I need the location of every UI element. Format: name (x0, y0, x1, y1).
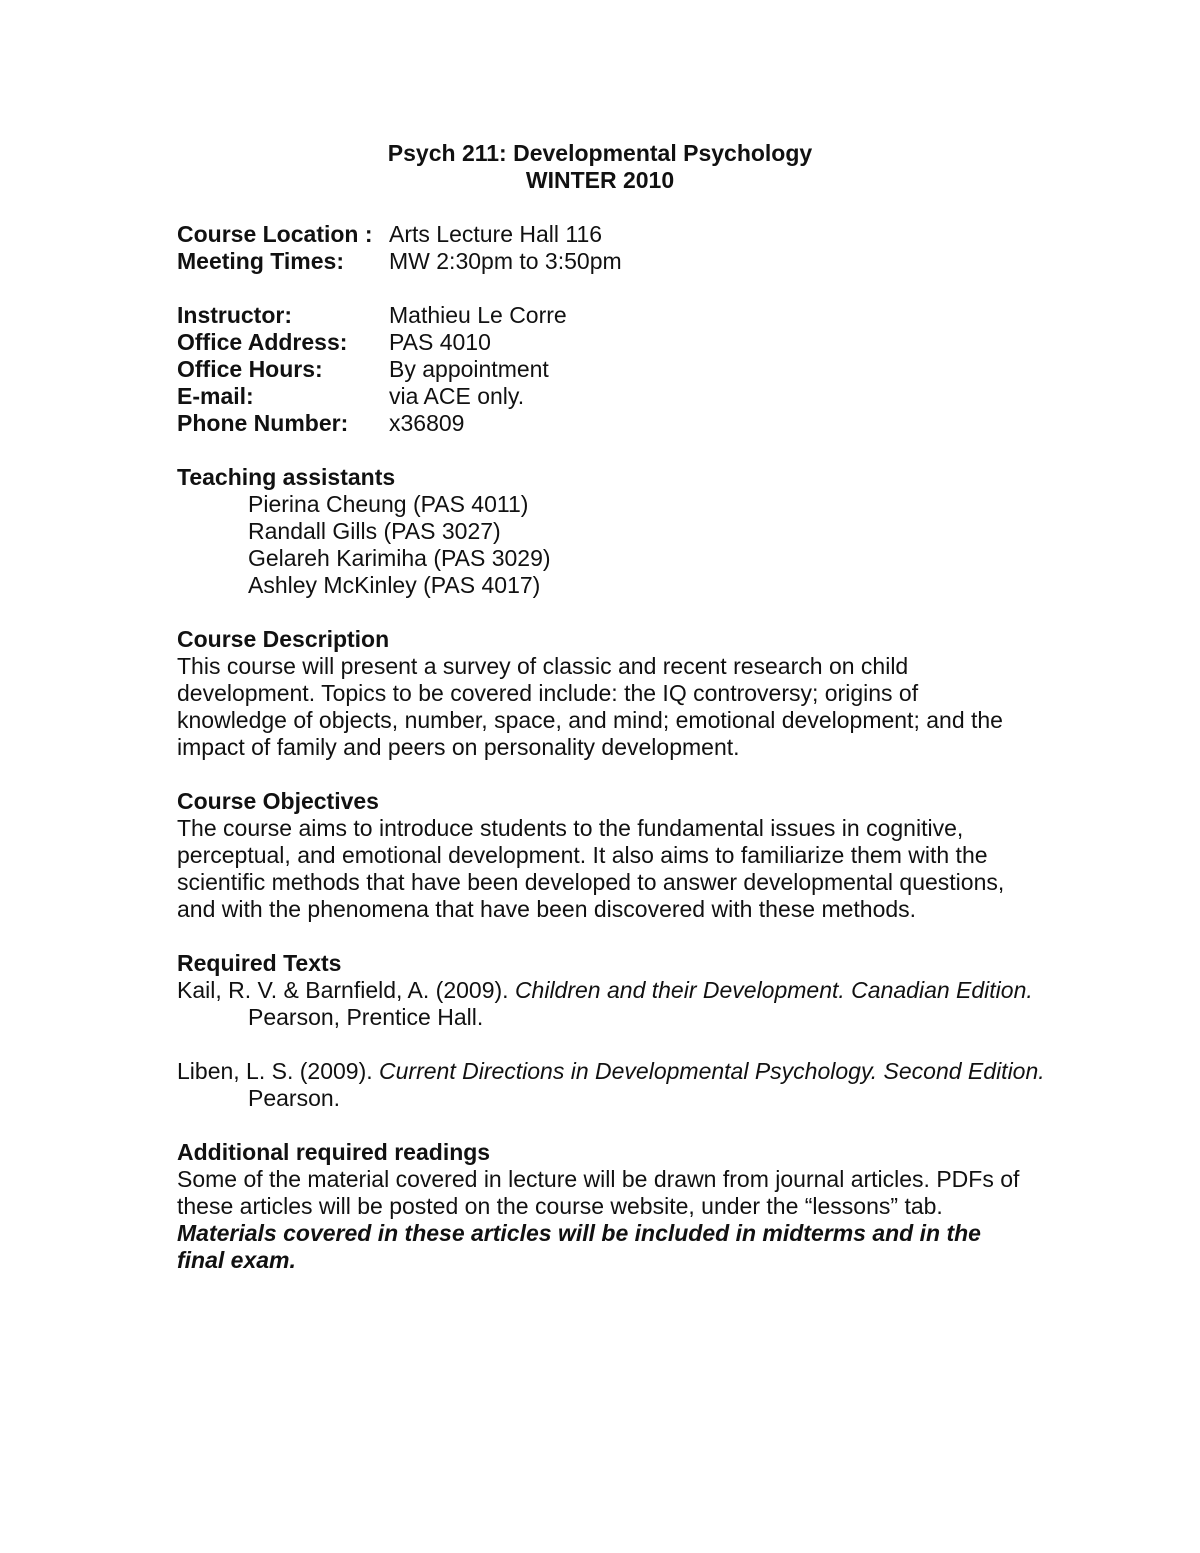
info-label: Instructor: (177, 302, 292, 328)
contact-section (177, 302, 1037, 437)
reference-authors: Liben, L. S. (2009). (177, 1058, 380, 1084)
reference-entry (177, 977, 1048, 1031)
reference-entry (177, 1058, 1048, 1112)
info-row-office-hours (177, 356, 1037, 383)
info-row-location (177, 221, 1037, 248)
info-label: Office Hours: (177, 356, 323, 382)
section-heading: Additional required readings (177, 1139, 491, 1165)
info-value: via ACE only. (389, 383, 525, 409)
section-heading: Required Texts (177, 950, 342, 976)
info-row-office-address (177, 329, 1037, 356)
info-value: By appointment (389, 356, 549, 382)
list-item: Randall Gills (PAS 3027) (248, 518, 501, 544)
reference-title: Current Directions in Developmental Psychology. Second Edition. (379, 1058, 1045, 1084)
syllabus-page (177, 140, 1045, 1274)
additional-readings-section (177, 1139, 1037, 1274)
info-row-meeting-times (177, 248, 1037, 275)
info-row-email (177, 383, 1037, 410)
info-row-instructor (177, 302, 1037, 329)
section-body: Some of the material covered in lecture will be drawn from journal articles. PDFs of these articles will be posted on the course website, under the “lessons” tab. (177, 1166, 1020, 1219)
section-body: This course will present a survey of classic and recent research on child development. Topics to be covered include: the IQ controversy; origins of knowledge of objects, number, space, and mind; emotional development; and the impact of family and peers on personality development. (177, 653, 1003, 760)
emphasis-note: Materials covered in these articles will be included in midterms and in the final exam. (177, 1220, 981, 1273)
reference-publisher: Pearson. (248, 1085, 341, 1111)
info-label: Meeting Times: (177, 248, 344, 274)
course-description-section (177, 626, 1037, 761)
reference-authors: Kail, R. V. & Barnfield, A. (2009). (177, 977, 515, 1003)
section-heading: Course Objectives (177, 788, 379, 814)
list-item: Gelareh Karimiha (PAS 3029) (248, 545, 551, 571)
info-value: Arts Lecture Hall 116 (389, 221, 603, 247)
course-term: WINTER 2010 (525, 167, 675, 193)
info-label: E-mail: (177, 383, 254, 409)
info-label: Office Address: (177, 329, 348, 355)
required-texts-section (177, 950, 1045, 1112)
info-value: x36809 (389, 410, 465, 436)
list-item: Pierina Cheung (PAS 4011) (248, 491, 529, 517)
list-item: Ashley McKinley (PAS 4017) (248, 572, 541, 598)
info-value: Mathieu Le Corre (389, 302, 567, 328)
info-value: MW 2:30pm to 3:50pm (389, 248, 622, 274)
info-row-phone (177, 410, 1037, 437)
info-label: Course Location : (177, 221, 373, 247)
reference-title: Children and their Development. Canadian Edition. (514, 977, 1033, 1003)
logistics-section (177, 221, 1037, 275)
info-label: Phone Number: (177, 410, 349, 436)
section-heading: Teaching assistants (177, 464, 396, 490)
section-heading: Course Description (177, 626, 390, 652)
course-objectives-section (177, 788, 1037, 923)
reference-publisher: Pearson, Prentice Hall. (248, 1004, 484, 1030)
info-value: PAS 4010 (389, 329, 491, 355)
teaching-assistants-section (177, 464, 1037, 599)
section-body: The course aims to introduce students to the fundamental issues in cognitive, perceptual, and emotional development. It also aims to familiarize them with the scientific methods that have been developed to answer developmental questions, and with the phenomena that have been discovered with these methods. (177, 815, 1005, 922)
course-title: Psych 211: Developmental Psychology (387, 140, 813, 166)
